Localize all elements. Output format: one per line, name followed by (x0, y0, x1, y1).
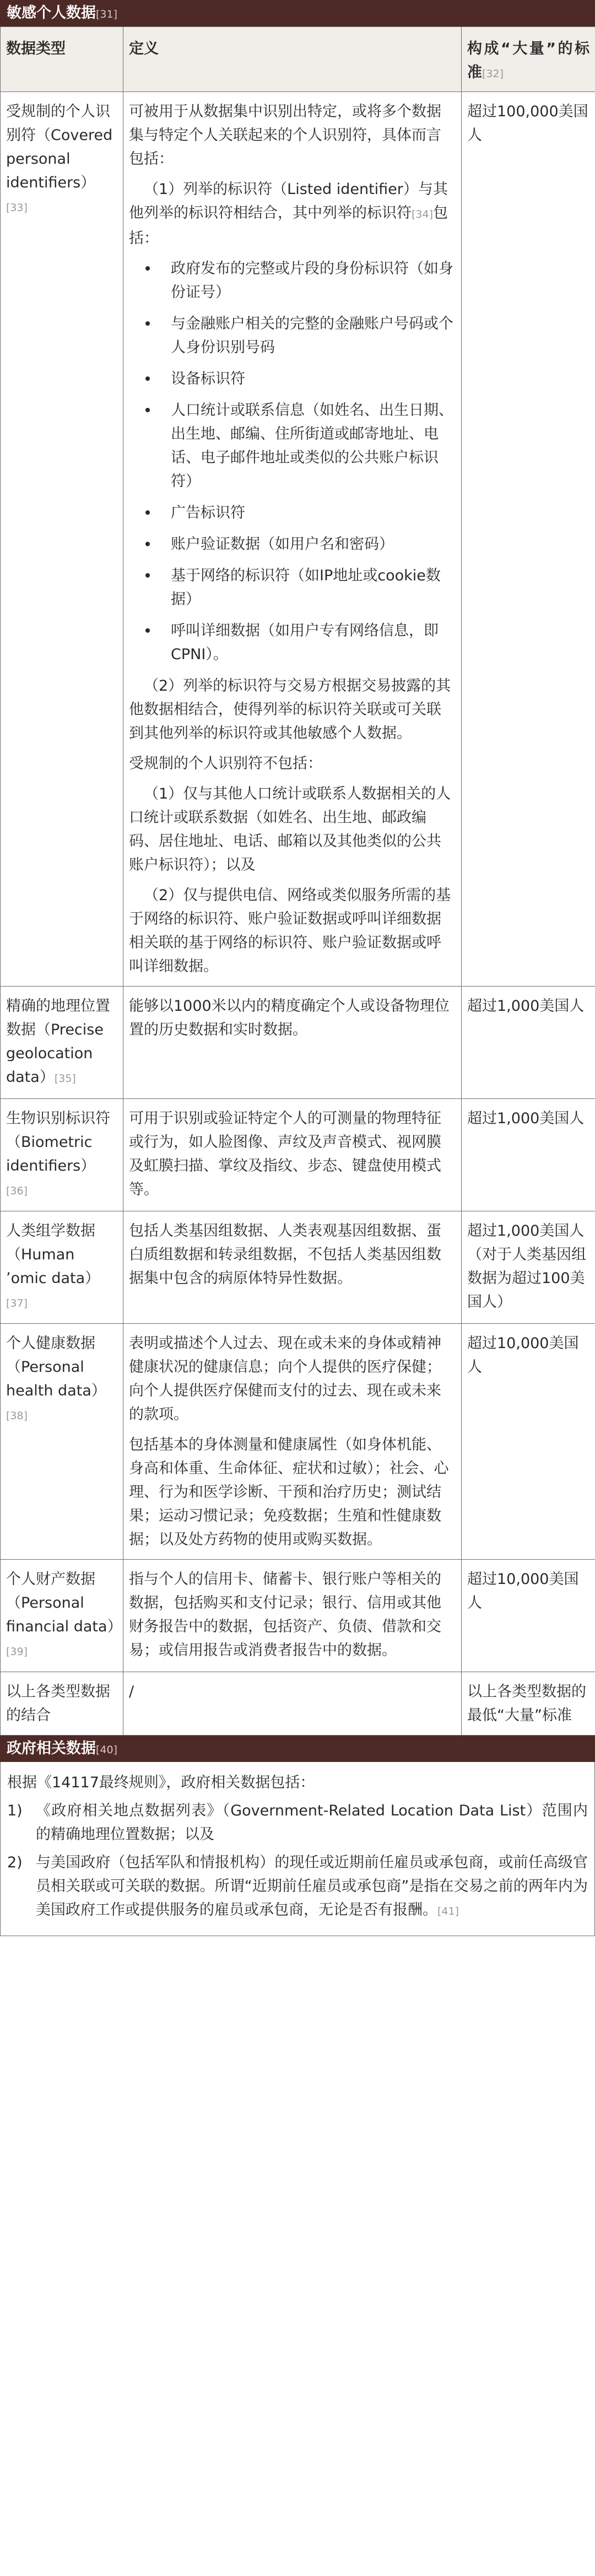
footnote-ref[interactable]: [40] (96, 1744, 118, 1756)
list-text: 《政府相关地点数据列表》（Government-Related Location Data List）范围内的精确地理位置数据；以及 (36, 1802, 588, 1843)
cell-type (1, 1099, 123, 1211)
cell-definition: 指与个人的信用卡、储蓄卡、银行账户等相关的数据，包括购买和支付记录；银行、信用或其他财务报告中的数据，包括资产、负债、借款和交易；或信用报告或消费者报告中的数据。 (123, 1560, 462, 1672)
list-item: 政府发布的完整或片段的身份标识符（如身份证号） (129, 257, 456, 304)
table-row (1, 1211, 595, 1324)
table-row (1, 1672, 595, 1736)
data-type-label: 生物识别标识符（Biometric identifiers） (6, 1110, 110, 1174)
header-threshold (462, 27, 595, 92)
gov-section-body (0, 1762, 595, 1936)
list-item: 基于网络的标识符（如IP地址或cookie数据） (129, 564, 456, 611)
cell-type (1, 1324, 123, 1560)
cell-definition: 可用于识别或验证特定个人的可测量的物理特征或行为，如人脸图像、声纹及声音模式、视网膜及虹膜扫描、掌纹及指纹、步态、键盘使用模式等。 (123, 1099, 462, 1211)
data-type-label: 受规制的个人识别符（Covered personal identifiers） (6, 103, 113, 191)
definition-intro: 可被用于从数据集中识别出特定，或将多个数据集与特定个人关联起来的个人识别符，具体而言包括： (129, 103, 441, 168)
list-item: 呼叫详细数据（如用户专有网络信息，即CPNI）。 (129, 619, 456, 666)
footnote-ref[interactable]: [33] (6, 202, 28, 214)
identifier-list (129, 257, 456, 666)
exclusion-intro: 受规制的个人识别符不包括： (129, 755, 322, 772)
cell-threshold: 超过10,000美国人 (462, 1324, 595, 1560)
definition-paragraph: 包括基本的身体测量和健康属性（如身体机能、身高和体重、生命体征、症状和过敏）；社会、心理、行为和医学诊断、干预和治疗历史；测试结果；运动习惯记录；免疫数据；生殖和性健康数据；以及处方药物的使用或购买数据。 (129, 1436, 449, 1548)
cell-definition (123, 92, 462, 987)
data-type-label: 精确的地理位置数据（Precise geolocation data） (6, 998, 110, 1086)
list-item: 广告标识符 (129, 501, 456, 525)
cell-type: 以上各类型数据的结合 (1, 1672, 123, 1736)
list-item: 设备标识符 (129, 367, 456, 391)
list-item (7, 1799, 588, 1846)
list-item: 与金融账户相关的完整的金融账户号码或个人身份识别号码 (129, 312, 456, 359)
footnote-ref[interactable]: [34] (412, 208, 434, 220)
cell-definition (123, 1324, 462, 1560)
cell-threshold: 以上各类型数据的最低“大量”标准 (462, 1672, 595, 1736)
sensitive-section-title: 敏感个人数据 (7, 4, 96, 21)
list-item (7, 1851, 588, 1923)
footnote-ref[interactable]: [31] (96, 8, 118, 20)
footnote-ref[interactable]: [37] (6, 1297, 28, 1309)
exclusion-point-2: （2）仅与提供电信、网络或类似服务所需的基于网络的标识符、账户验证数据或呼叫详细数据相关联的基于网络的标识符、账户验证数据或呼叫详细数据。 (129, 887, 451, 975)
cell-definition: 包括人类基因组数据、人类表观基因组数据、蛋白质组数据和转录组数据，不包括人类基因组数据集中包含的病原体特异性数据。 (123, 1211, 462, 1324)
list-number: 2) (7, 1854, 23, 1871)
definition-point-1: （1）列举的标识符（Listed identifier）与其他列举的标识符相结合，其中列举的标识符[34]包括： (129, 181, 448, 247)
definition-paragraph: 表明或描述个人过去、现在或未来的身体或精神健康状况的健康信息；向个人提供的医疗保健；向个人提供医疗保健而支付的过去、现在或未来的款项。 (129, 1335, 441, 1423)
header-threshold-label: 构成“大量”的标准 (467, 40, 589, 81)
list-item: 账户验证数据（如用户名和密码） (129, 532, 456, 556)
table-header-row (1, 27, 595, 92)
definition-point-2: （2）列举的标识符与交易方根据交易披露的其他数据相结合，使得列举的标识符关联或可关联到其他列举的标识符或其他敏感个人数据。 (129, 677, 451, 742)
gov-section-header (0, 1736, 595, 1762)
data-type-label: 个人财产数据（Personal financial data） (6, 1571, 122, 1635)
data-type-label: 人类组学数据（Human ’omic data） (6, 1222, 100, 1287)
cell-threshold: 超过1,000美国人 (462, 987, 595, 1099)
footnote-ref[interactable]: [39] (6, 1646, 28, 1658)
cell-threshold: 超过1,000美国人（对于人类基因组数据为超过100美国人） (462, 1211, 595, 1324)
gov-section-title: 政府相关数据 (7, 1740, 96, 1757)
cell-type (1, 1211, 123, 1324)
cell-definition: 能够以1000米以内的精度确定个人或设备物理位置的历史数据和实时数据。 (123, 987, 462, 1099)
footnote-ref[interactable]: [41] (437, 1905, 459, 1917)
data-type-label: 个人健康数据（Personal health data） (6, 1335, 106, 1399)
footnote-ref[interactable]: [36] (6, 1185, 28, 1197)
exclusion-point-1: （1）仅与其他人口统计或联系人数据相关的人口统计或联系数据（如姓名、出生地、邮政编码、居住地址、电话、邮箱以及其他类似的公共账户标识符）；以及 (129, 785, 451, 874)
cell-threshold: 超过10,000美国人 (462, 1560, 595, 1672)
list-item: 人口统计或联系信息（如姓名、出生日期、出生地、邮编、住所街道或邮寄地址、电话、电子邮件地址或类似的公共账户标识符） (129, 398, 456, 493)
cell-type (1, 1560, 123, 1672)
table-row (1, 1324, 595, 1560)
sensitive-data-table (0, 26, 595, 1736)
cell-type (1, 987, 123, 1099)
cell-definition: / (123, 1672, 462, 1736)
table-row (1, 92, 595, 987)
table-row (1, 1099, 595, 1211)
cell-threshold: 超过1,000美国人 (462, 1099, 595, 1211)
table-row (1, 987, 595, 1099)
header-definition: 定义 (123, 27, 462, 92)
header-type: 数据类型 (1, 27, 123, 92)
table-row (1, 1560, 595, 1672)
cell-type (1, 92, 123, 987)
sensitive-section-header (0, 0, 595, 26)
footnote-ref[interactable]: [35] (54, 1073, 76, 1085)
cell-threshold: 超过100,000美国人 (462, 92, 595, 987)
list-number: 1) (7, 1802, 23, 1819)
gov-intro: 根据《14117最终规则》，政府相关数据包括： (7, 1774, 315, 1791)
list-text: 与美国政府（包括军队和情报机构）的现任或近期前任雇员或承包商，或前任高级官员相关联或可关联的数据。所谓“近期前任雇员或承包商”是指在交易之前的两年内为美国政府工作或提供服务的雇员或承包商，无论是否有报酬。[41] (36, 1854, 588, 1918)
footnote-ref[interactable]: [38] (6, 1410, 28, 1422)
footnote-ref[interactable]: [32] (482, 68, 504, 80)
